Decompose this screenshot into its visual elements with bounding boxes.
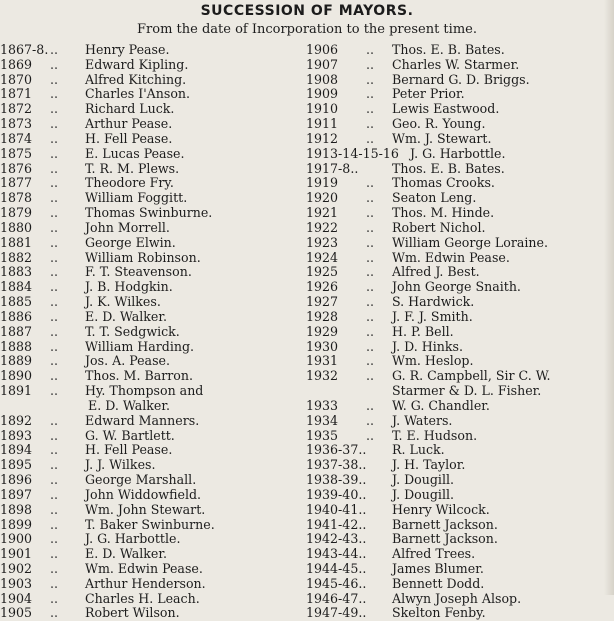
mayor-name: Thomas Swinburne. — [85, 205, 213, 221]
leader-dots: .. — [366, 71, 375, 87]
mayor-entry — [0, 73, 300, 88]
mayor-year: 1876 — [0, 160, 33, 176]
leader-dots: .. — [50, 546, 59, 562]
mayor-entry — [0, 176, 300, 191]
mayor-name: J. D. Hinks. — [392, 338, 463, 354]
mayor-year: 1925 — [306, 264, 339, 280]
mayor-name: Wm. Edwin Pease. — [392, 249, 510, 265]
mayor-entry — [0, 117, 300, 132]
mayor-name: T. Baker Swinburne. — [85, 516, 215, 532]
mayor-year: 1872 — [0, 101, 33, 117]
mayor-year: 1893 — [0, 427, 33, 443]
mayor-year: 1894 — [0, 442, 33, 458]
mayor-name: James Blumer. — [392, 560, 484, 576]
page-subtitle: From the date of Incorporation to the present time. — [137, 22, 477, 37]
leader-dots: .. — [366, 249, 375, 265]
mayor-name: J. J. Wilkes. — [85, 457, 156, 473]
mayor-year: 1883 — [0, 264, 33, 280]
mayor-name: Alwyn Joseph Alsop. — [392, 590, 522, 606]
mayor-entry — [0, 577, 300, 592]
leader-dots: .. — [50, 279, 59, 295]
leader-dots: .. — [50, 531, 59, 547]
mayor-year: 1899 — [0, 516, 33, 532]
mayor-name: T. R. M. Plews. — [85, 160, 180, 176]
mayor-year: 1931 — [306, 353, 339, 369]
mayor-year: 1874 — [0, 130, 33, 146]
mayor-entry — [0, 147, 300, 162]
mayor-entry — [0, 399, 300, 414]
leader-dots: .. — [50, 42, 59, 57]
leader-dots: .. — [366, 234, 375, 250]
mayor-entry — [306, 592, 614, 607]
mayor-name: E. D. Walker. — [88, 397, 170, 413]
leader-dots: .. — [50, 516, 59, 532]
mayor-year: 1906 — [306, 42, 339, 57]
mayor-entry — [0, 532, 300, 547]
mayor-entry — [306, 221, 614, 236]
mayor-year: 1870 — [0, 71, 33, 87]
mayor-entry — [0, 295, 300, 310]
mayor-name: S. Hardwick. — [392, 294, 475, 310]
mayor-entry — [306, 414, 614, 429]
mayor-name: John Widdowfield. — [85, 486, 202, 502]
leader-dots: .. — [50, 56, 59, 72]
mayor-year: 1890 — [0, 368, 33, 384]
leader-dots: .. — [50, 101, 59, 117]
mayor-year: 1947-49.. — [306, 605, 367, 621]
mayor-year: 1945-46.. — [306, 575, 367, 591]
mayor-name: H. Fell Pease. — [85, 442, 173, 458]
mayor-entry — [306, 577, 614, 592]
leader-dots: .. — [50, 575, 59, 591]
leader-dots: .. — [50, 486, 59, 502]
mayor-entry — [306, 503, 614, 518]
leader-dots: .. — [50, 249, 59, 265]
mayor-year: 1921 — [306, 205, 339, 221]
leader-dots: .. — [50, 205, 59, 221]
mayor-year: 1944-45.. — [306, 560, 367, 576]
mayor-name: W. G. Chandler. — [392, 397, 490, 413]
mayor-entry — [306, 547, 614, 562]
mayor-name: J. Dougill. — [392, 486, 455, 502]
mayor-name: Bennett Dodd. — [392, 575, 485, 591]
mayor-year: 1926 — [306, 279, 339, 295]
mayor-entry — [0, 354, 300, 369]
mayor-name: Jos. A. Pease. — [85, 353, 170, 369]
mayor-year: 1913-14-15-16 — [306, 145, 399, 161]
mayor-entry — [0, 206, 300, 221]
leader-dots: .. — [50, 160, 59, 176]
mayor-year: 1922 — [306, 219, 339, 235]
mayor-name: Charles W. Starmer. — [392, 56, 520, 72]
mayor-name: Alfred J. Best. — [392, 264, 480, 280]
mayor-name: Richard Luck. — [85, 101, 175, 117]
mayor-entry — [0, 562, 300, 577]
mayor-name: J. Waters. — [392, 412, 453, 428]
mayor-name: Bernard G. D. Briggs. — [392, 71, 530, 87]
leader-dots: .. — [366, 368, 375, 384]
mayor-year: 1920 — [306, 190, 339, 206]
mayor-year: 1902 — [0, 560, 33, 576]
mayor-entry — [0, 592, 300, 607]
mayor-entry — [0, 58, 300, 73]
mayor-name: Wm. J. Stewart. — [392, 130, 492, 146]
mayor-name: William Foggitt. — [85, 190, 188, 206]
leader-dots: .. — [50, 145, 59, 161]
leader-dots: .. — [366, 116, 375, 132]
mayor-entry — [0, 87, 300, 102]
mayor-name: Wm. Heslop. — [392, 353, 474, 369]
mayor-year: 1900 — [0, 531, 33, 547]
mayor-name: George Elwin. — [85, 234, 176, 250]
mayor-entry — [0, 251, 300, 266]
mayor-entry — [306, 369, 614, 384]
mayor-year: 1873 — [0, 116, 33, 132]
mayor-name: Theodore Fry. — [85, 175, 174, 191]
mayor-year: 1884 — [0, 279, 33, 295]
page-title: SUCCESSION OF MAYORS. — [200, 3, 414, 19]
mayor-year: 1910 — [306, 101, 339, 117]
mayor-year: 1905 — [0, 605, 33, 621]
leader-dots: .. — [50, 130, 59, 146]
mayor-year: 1886 — [0, 308, 33, 324]
mayor-entry — [306, 206, 614, 221]
mayor-name: Thos. E. B. Bates. — [392, 42, 505, 57]
mayor-name: William Harding. — [85, 338, 195, 354]
mayor-entry — [306, 384, 614, 399]
mayor-entry — [0, 43, 300, 58]
mayor-entry — [0, 503, 300, 518]
leader-dots: .. — [50, 442, 59, 458]
leader-dots: .. — [366, 338, 375, 354]
mayor-name: Robert Wilson. — [85, 605, 180, 621]
mayor-year: 1928 — [306, 308, 339, 324]
leader-dots: .. — [50, 472, 59, 488]
leader-dots: .. — [50, 175, 59, 191]
leader-dots: .. — [50, 412, 59, 428]
mayor-year: 1937-38.. — [306, 457, 367, 473]
mayor-year: 1878 — [0, 190, 33, 206]
mayor-name: Lewis Eastwood. — [392, 101, 500, 117]
mayor-entry — [306, 117, 614, 132]
mayor-name: Wm. John Stewart. — [85, 501, 206, 517]
mayor-year: 1892 — [0, 412, 33, 428]
mayor-entry — [0, 488, 300, 503]
mayor-entry — [0, 458, 300, 473]
mayor-year: 1881 — [0, 234, 33, 250]
mayor-year: 1877 — [0, 175, 33, 191]
mayor-name: Charles H. Leach. — [85, 590, 200, 606]
mayor-year: 1941-42.. — [306, 516, 367, 532]
mayors-list-left — [0, 43, 300, 621]
mayor-year: 1901 — [0, 546, 33, 562]
mayor-entry — [0, 162, 300, 177]
leader-dots: .. — [50, 590, 59, 606]
mayor-year: 1942-43.. — [306, 531, 367, 547]
mayor-year: 1887 — [0, 323, 33, 339]
leader-dots: .. — [50, 353, 59, 369]
mayor-year: 1933 — [306, 397, 339, 413]
mayor-name: J. K. Wilkes. — [85, 294, 161, 310]
mayor-year: 1908 — [306, 71, 339, 87]
mayor-name: E. D. Walker. — [85, 546, 167, 562]
mayor-name: William George Loraine. — [392, 234, 548, 250]
mayor-entry — [306, 340, 614, 355]
mayor-entry — [0, 414, 300, 429]
mayor-entry — [0, 102, 300, 117]
leader-dots: .. — [50, 234, 59, 250]
mayor-name: Charles I'Anson. — [85, 86, 191, 102]
mayor-entry — [306, 102, 614, 117]
mayor-year: 1938-39.. — [306, 472, 367, 488]
mayor-entry — [306, 58, 614, 73]
mayor-entry — [306, 399, 614, 414]
mayor-year: 1875 — [0, 145, 33, 161]
mayor-year: 1891 — [0, 383, 33, 399]
mayor-name: Thos. M. Hinde. — [392, 205, 495, 221]
mayor-entry — [306, 310, 614, 325]
mayor-entry — [0, 384, 300, 399]
leader-dots: .. — [366, 205, 375, 221]
mayor-entry — [0, 325, 300, 340]
leader-dots: .. — [50, 71, 59, 87]
leader-dots: .. — [50, 308, 59, 324]
mayor-year: 1879 — [0, 205, 33, 221]
mayor-name: F. T. Steavenson. — [85, 264, 192, 280]
mayor-entry — [306, 176, 614, 191]
mayor-entry — [306, 606, 614, 621]
leader-dots: .. — [366, 412, 375, 428]
mayor-name: John Morrell. — [85, 219, 170, 235]
mayor-year: 1946-47.. — [306, 590, 367, 606]
mayor-name: G. W. Bartlett. — [85, 427, 175, 443]
mayor-year: 1907 — [306, 56, 339, 72]
mayor-name: T. T. Sedgwick. — [85, 323, 180, 339]
mayor-entry — [306, 518, 614, 533]
mayor-name: Starmer & D. L. Fisher. — [392, 383, 542, 399]
mayor-entry — [0, 518, 300, 533]
mayor-name: Alfred Kitching. — [85, 71, 187, 87]
mayor-name: J. G. Harbottle. — [410, 145, 506, 161]
mayor-year: 1869 — [0, 56, 33, 72]
mayor-year: 1882 — [0, 249, 33, 265]
mayor-year: 1898 — [0, 501, 33, 517]
leader-dots: .. — [366, 279, 375, 295]
leader-dots: .. — [366, 397, 375, 413]
mayor-name: H. Fell Pease. — [85, 130, 173, 146]
mayor-name: Thos. M. Barron. — [85, 368, 193, 384]
leader-dots: .. — [366, 56, 375, 72]
leader-dots: .. — [50, 86, 59, 102]
mayor-year: 1895 — [0, 457, 33, 473]
mayor-name: Arthur Pease. — [85, 116, 173, 132]
leader-dots: .. — [366, 427, 375, 443]
mayor-entry — [0, 429, 300, 444]
mayor-year: 1903 — [0, 575, 33, 591]
mayor-entry — [306, 162, 614, 177]
mayor-year: 1885 — [0, 294, 33, 310]
leader-dots: .. — [366, 101, 375, 117]
mayor-name: Seaton Leng. — [392, 190, 477, 206]
mayor-name: Henry Pease. — [85, 42, 170, 57]
mayor-year: 1904 — [0, 590, 33, 606]
mayor-name: Barnett Jackson. — [392, 531, 498, 547]
mayor-entry — [306, 473, 614, 488]
mayor-entry — [0, 606, 300, 621]
mayor-name: J. H. Taylor. — [392, 457, 466, 473]
mayor-year: 1924 — [306, 249, 339, 265]
mayor-name: Henry Wilcock. — [392, 501, 490, 517]
mayor-entry — [306, 325, 614, 340]
mayor-name: Alfred Trees. — [392, 546, 476, 562]
mayor-name: E. D. Walker. — [85, 308, 167, 324]
mayor-year: 1934 — [306, 412, 339, 428]
mayor-year: 1927 — [306, 294, 339, 310]
mayor-entry — [306, 532, 614, 547]
mayor-year: 1919 — [306, 175, 339, 191]
mayor-entry — [306, 87, 614, 102]
mayor-entry — [306, 73, 614, 88]
mayor-entry — [0, 265, 300, 280]
mayor-name: John George Snaith. — [392, 279, 521, 295]
mayor-entry — [306, 295, 614, 310]
mayor-entry — [306, 429, 614, 444]
mayor-name: Thomas Crooks. — [392, 175, 495, 191]
mayor-entry — [306, 251, 614, 266]
mayor-year: 1923 — [306, 234, 339, 250]
mayor-year: 1940-41.. — [306, 501, 367, 517]
mayor-name: William Robinson. — [85, 249, 201, 265]
mayor-name: Wm. Edwin Pease. — [85, 560, 203, 576]
mayor-name: J. B. Hodgkin. — [85, 279, 173, 295]
leader-dots: .. — [50, 427, 59, 443]
leader-dots: .. — [50, 190, 59, 206]
mayor-year: 1888 — [0, 338, 33, 354]
mayor-entry — [306, 43, 614, 58]
leader-dots: .. — [50, 383, 59, 399]
mayor-entry — [0, 310, 300, 325]
leader-dots: .. — [366, 190, 375, 206]
mayor-year: 1930 — [306, 338, 339, 354]
leader-dots: .. — [50, 338, 59, 354]
mayor-year: 1939-40.. — [306, 486, 367, 502]
leader-dots: .. — [366, 130, 375, 146]
mayor-year: 1917-8.. — [306, 160, 359, 176]
leader-dots: .. — [366, 353, 375, 369]
mayor-entry — [0, 369, 300, 384]
mayor-entry — [0, 443, 300, 458]
mayor-entry — [306, 280, 614, 295]
leader-dots: .. — [50, 323, 59, 339]
mayor-year: 1889 — [0, 353, 33, 369]
mayor-entry — [306, 443, 614, 458]
mayor-year: 1896 — [0, 472, 33, 488]
leader-dots: .. — [366, 86, 375, 102]
mayor-entry — [0, 191, 300, 206]
mayor-name: Geo. R. Young. — [392, 116, 486, 132]
mayor-entry — [0, 221, 300, 236]
leader-dots: .. — [50, 219, 59, 235]
leader-dots: .. — [50, 560, 59, 576]
mayor-year: 1871 — [0, 86, 33, 102]
mayor-name: Thos. E. B. Bates. — [392, 160, 505, 176]
mayor-entry — [0, 547, 300, 562]
mayor-year: 1880 — [0, 219, 33, 235]
leader-dots: .. — [50, 368, 59, 384]
mayor-year: 1932 — [306, 368, 339, 384]
leader-dots: .. — [366, 323, 375, 339]
mayor-entry — [306, 236, 614, 251]
mayor-year: 1912 — [306, 130, 339, 146]
mayor-name: H. P. Bell. — [392, 323, 454, 339]
mayor-year: 1936-37.. — [306, 442, 367, 458]
mayor-name: George Marshall. — [85, 472, 197, 488]
mayor-entry — [0, 132, 300, 147]
mayor-entry — [0, 340, 300, 355]
leader-dots: .. — [366, 308, 375, 324]
mayor-name: Skelton Fenby. — [392, 605, 486, 621]
mayor-year: 1897 — [0, 486, 33, 502]
leader-dots: .. — [50, 501, 59, 517]
leader-dots: .. — [50, 294, 59, 310]
mayor-name: T. E. Hudson. — [392, 427, 478, 443]
mayor-entry — [306, 458, 614, 473]
mayor-name: J. F. J. Smith. — [392, 308, 473, 324]
mayor-name: J. Dougill. — [392, 472, 455, 488]
mayor-entry — [306, 147, 614, 162]
mayor-year: 1911 — [306, 116, 339, 132]
leader-dots: .. — [366, 175, 375, 191]
leader-dots: .. — [366, 264, 375, 280]
mayor-entry — [0, 280, 300, 295]
mayor-entry — [306, 132, 614, 147]
mayor-year: 1943-44.. — [306, 546, 367, 562]
mayor-name: Hy. Thompson and — [85, 383, 204, 399]
mayor-entry — [306, 562, 614, 577]
mayor-name: Edward Manners. — [85, 412, 200, 428]
leader-dots: .. — [366, 42, 375, 57]
mayor-name: G. R. Campbell, Sir C. W. — [392, 368, 551, 384]
leader-dots: .. — [50, 605, 59, 621]
mayor-name: Robert Nichol. — [392, 219, 486, 235]
leader-dots: .. — [50, 264, 59, 280]
mayor-name: Peter Prior. — [392, 86, 465, 102]
leader-dots: .. — [50, 457, 59, 473]
mayor-name: E. Lucas Pease. — [85, 145, 185, 161]
mayor-entry — [0, 473, 300, 488]
mayor-entry — [306, 191, 614, 206]
leader-dots: .. — [366, 219, 375, 235]
mayor-year: 1929 — [306, 323, 339, 339]
mayor-year: 1935 — [306, 427, 339, 443]
mayor-name: J. G. Harbottle. — [85, 531, 181, 547]
mayor-entry — [0, 236, 300, 251]
mayor-name: Barnett Jackson. — [392, 516, 498, 532]
mayor-name: Arthur Henderson. — [85, 575, 206, 591]
mayor-year: 1867-8. — [0, 42, 49, 57]
mayor-entry — [306, 265, 614, 280]
leader-dots: .. — [50, 116, 59, 132]
mayor-name: Edward Kipling. — [85, 56, 189, 72]
mayor-name: R. Luck. — [392, 442, 445, 458]
mayor-entry — [306, 488, 614, 503]
mayor-entry — [306, 354, 614, 369]
mayors-list-right — [306, 43, 614, 621]
leader-dots: .. — [366, 294, 375, 310]
mayor-year: 1909 — [306, 86, 339, 102]
